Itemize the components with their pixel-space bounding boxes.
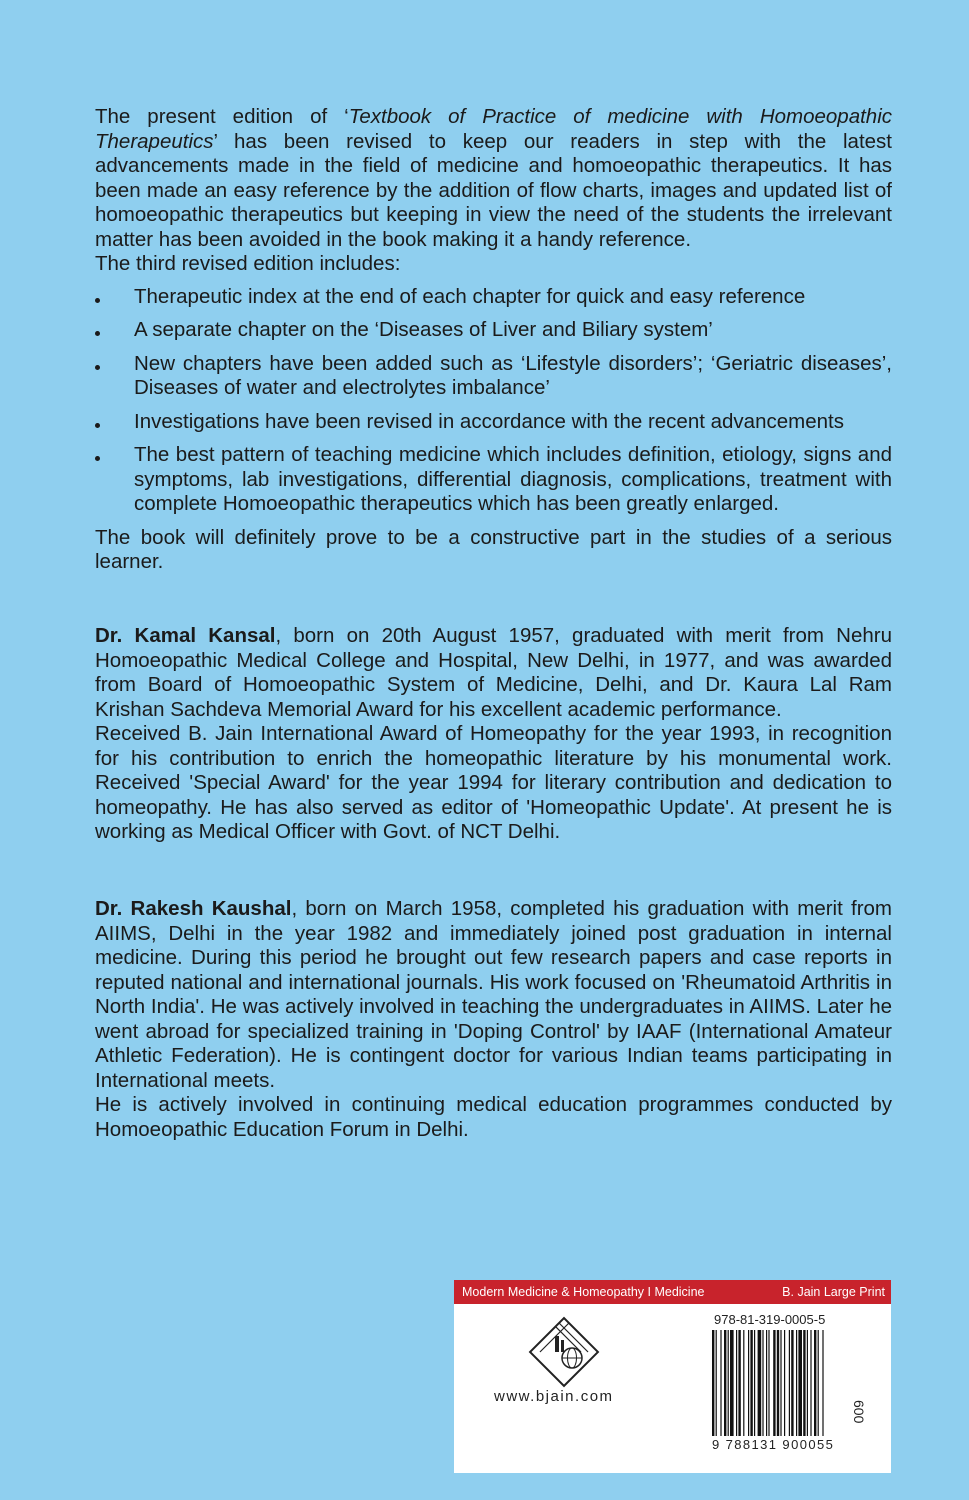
description-section [95, 105, 892, 575]
isbn-label: 978-81-319-0005-5 [714, 1312, 826, 1327]
closing-paragraph: The book will definitely prove to be a constructive part in the studies of a serious learner. [95, 525, 892, 573]
list-item: New chapters have been added such as ‘Lifestyle disorders’; ‘Geriatric diseases’, Diseases of water and electrolytes imbalance’ [95, 352, 892, 401]
list-item: A separate chapter on the ‘Diseases of Liver and Biliary system’ [95, 318, 892, 343]
bullet-icon [95, 456, 100, 461]
series-label: B. Jain Large Print [782, 1285, 885, 1299]
bullet-icon [95, 331, 100, 336]
bullet-icon [95, 298, 100, 303]
book-title: Textbook of Practice of medicine with Homoeopathic Therapeutics [95, 105, 893, 153]
author-name: Dr. Rakesh Kaushal [95, 897, 292, 920]
barcode-digits: 9 788131 900055 [712, 1437, 835, 1452]
list-item: Therapeutic index at the end of each chapter for quick and easy reference [95, 285, 892, 310]
author-bio-kansal: Dr. Kamal Kansal, born on 20th August 1957, graduated with merit from Nehru Homoeopathic Medical College and Hospital, New Delhi, in 1977, and was awarded from Board of Homoeopathic System of Medicine, Delhi, and Dr. Kaura Lal Ram Krishan Sachdeva Memorial Award for his excellent academic performance. Received B. Jain International Award of Homeopathy for the year 1993, in recognition for his contribution to enrich the homeopathic literature by his monumental work. Received 'Special Award' for the year 1994 for literary contribution and dedication to homeopathy. He has also served as editor of 'Homeopathic Update'. At present he is working as Medical Officer with Govt. of NCT Delhi. [95, 624, 892, 843]
book-globe-icon [484, 1316, 644, 1396]
features-list [95, 285, 892, 517]
author-name: Dr. Kamal Kansal [95, 624, 276, 647]
price-code: 600 [851, 1400, 867, 1424]
list-item: The best pattern of teaching medicine which includes definition, etiology, signs and symptoms, lab investigations, differential diagnosis, complications, treatment with complete Homoeopathic therapeutics which has been greatly enlarged. [95, 443, 892, 517]
bullet-icon [95, 423, 100, 428]
website-url: www.bjain.com [494, 1388, 614, 1405]
list-item: Investigations have been revised in accordance with the recent advancements [95, 410, 892, 435]
author-bio-kaushal: Dr. Rakesh Kaushal, born on March 1958, completed his graduation with merit from AIIMS, Delhi in the year 1982 and immediately joined post graduation in internal medicine. During this period he brought out few research papers and case reports in reputed national and international journals. His work focused on 'Rheumatoid Arthritis in North India'. He was actively involved in teaching the undergraduates in AIIMS. Later he went abroad for specialized training in 'Doping Control' by IAAF (International Amateur Athletic Federation). He is contingent doctor for various Indian teams participating in International meets. He is actively involved in continuing medical education programmes conducted by Homoeopathic Education Forum in Delhi. [95, 897, 893, 1141]
bullet-icon [95, 365, 100, 370]
includes-heading: The third revised edition includes: [95, 252, 401, 275]
intro-text-start: The present edition of ‘ [95, 105, 349, 128]
barcode-icon [712, 1330, 856, 1436]
panel-header [454, 1280, 891, 1304]
intro-paragraph [95, 105, 892, 252]
category-label: Modern Medicine & Homeopathy I Medicine [462, 1285, 705, 1299]
intro-text-rest: ’ has been revised to keep our readers in step with the latest advancements made in the field of medicine and homoeopathic therapeutics. It has been made an easy reference by the addition of flow charts, images and updated list of homoeopathic therapeutics but keeping in view the need of the students the irrelevant matter has been avoided in the book making it a handy reference. [95, 129, 892, 251]
barcode-panel [454, 1280, 891, 1473]
